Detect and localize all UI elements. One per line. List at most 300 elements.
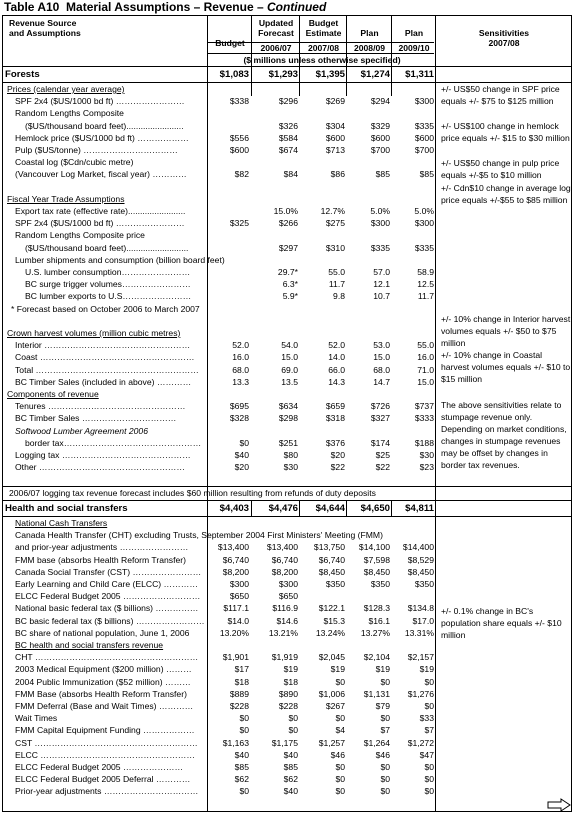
forests-row-label: BC Timber Sales …………………………… — [15, 413, 177, 424]
health-row-value: $0 — [239, 725, 249, 736]
continued-label: Continued — [266, 0, 327, 14]
header-rule — [208, 42, 434, 43]
forests-row-value: 9.8 — [333, 291, 345, 302]
forests-row-value: $297 — [278, 242, 298, 253]
health-row-value: $1,264 — [363, 737, 390, 748]
forests-row-label: (Vancouver Log Market, fiscal year) ………… — [15, 169, 187, 180]
health-row-value: $350 — [370, 579, 390, 589]
health-row-value: $0 — [288, 725, 298, 736]
forests-row-value: $338 — [229, 96, 249, 107]
header-updated-forecast: Updated Forecast — [258, 18, 294, 38]
forests-row-value: $22 — [375, 462, 390, 473]
forests-row-label: Components of revenue — [7, 389, 99, 399]
forests-row-value: 14.0 — [328, 352, 345, 363]
forests-row-label: BC lumber exports to U.S…………………… — [25, 291, 192, 302]
forests-row-value: $275 — [325, 218, 345, 229]
forests-row-value: $600 — [414, 132, 434, 143]
sensitivity-hemlock: +/- US$100 change in hemlock price equals +/- $15 to $30 million — [441, 121, 570, 143]
health-row — [3, 700, 571, 712]
forests-row-value: $269 — [325, 96, 345, 107]
forests-row-value: 58.9 — [417, 267, 434, 277]
forests-row-value: $700 — [414, 145, 434, 155]
forests-row-label: Logging tax ……………………………………… — [15, 450, 191, 460]
forests-row-label: BC surge trigger volumes…………………… — [25, 279, 191, 290]
health-row-value: $0 — [424, 676, 434, 687]
forests-row-value: $333 — [414, 413, 434, 424]
forests-row-value: 15.0 — [417, 376, 434, 387]
health-row — [3, 724, 571, 736]
health-row-label: ELCC ……………………………………………… — [15, 749, 195, 760]
health-row-value: $1,272 — [407, 737, 434, 748]
health-row-value: $40 — [234, 749, 249, 760]
health-row-label: Early Learning and Child Care (ELCC) ………… — [15, 579, 198, 589]
health-row-label: Wait Times — [15, 713, 58, 724]
health-row-value: $62 — [234, 774, 249, 785]
health-row — [3, 566, 571, 578]
forests-row-value: $22 — [330, 462, 345, 473]
forests-row-label: SPF 2x4 ($US/1000 bd ft) …………………… — [15, 218, 185, 229]
health-row — [3, 541, 571, 553]
health-row-value: $116.9 — [272, 603, 298, 614]
health-row-value: $17.0 — [412, 615, 434, 626]
health-row-label: and prior-year adjustments …………………… — [15, 542, 189, 553]
forests-row-value: $318 — [325, 413, 345, 424]
forests-row-label: BC Timber Sales (included in above) ………… — [15, 376, 192, 387]
health-row-label: Prior-year adjustments …………………………… — [15, 786, 199, 797]
health-row-value: $4 — [335, 725, 345, 736]
forests-row — [3, 278, 571, 290]
health-row-value: $85 — [234, 762, 249, 772]
forests-row-value: $726 — [370, 401, 390, 412]
forests-row-label: Total ………………………………………………… — [15, 364, 199, 375]
header-year: 2008/09 — [353, 43, 386, 53]
header-year: 2007/08 — [307, 43, 340, 53]
forests-row — [3, 229, 571, 241]
health-row-label: 2003 Medical Equipment ($200 million) ……… — [15, 664, 192, 675]
table-title — [4, 0, 326, 14]
health-row-value: $40 — [283, 786, 298, 797]
health-row-value: $0 — [380, 762, 390, 772]
forests-row — [3, 473, 571, 485]
health-row-value: $19 — [283, 664, 298, 675]
header-rule — [208, 53, 434, 54]
forests-row-value: 16.0 — [232, 352, 249, 363]
forests-row-value: 14.7 — [373, 376, 390, 387]
logging-tax-note: 2006/07 logging tax revenue forecast includes $60 million resulting from refunds of duty deposits — [9, 488, 376, 498]
header-plan-1: Plan — [360, 28, 379, 38]
health-row-value: $62 — [283, 774, 298, 785]
health-row-value: 13.24% — [315, 627, 345, 638]
health-row-value: $85 — [283, 762, 298, 772]
forests-row-label: Tenures ………………………………………… — [15, 401, 186, 412]
health-row-value: $7 — [424, 725, 434, 736]
health-row-value: 13.21% — [268, 627, 298, 638]
forests-row-value: $20 — [330, 450, 345, 460]
forests-row-label: U.S. lumber consumption…………………… — [25, 267, 191, 277]
health-row-value: $650 — [229, 591, 249, 602]
forests-row-value: $325 — [229, 218, 249, 229]
health-row-label: ELCC Federal Budget 2005 Deferral ………… — [15, 774, 191, 785]
health-row-value: $0 — [335, 762, 345, 772]
sensitivity-log: +/- Cdn$10 change in average log price equals +/-$55 to $85 million — [441, 183, 571, 205]
health-row-value: $0 — [239, 713, 249, 724]
forests-row-label: ($US/thousand board feet).......................... — [25, 242, 189, 253]
forests-row-value: $30 — [419, 450, 434, 460]
health-row-value: $8,450 — [407, 566, 434, 577]
health-row-value: $0 — [335, 676, 345, 687]
forests-row — [3, 290, 571, 302]
health-row-value: $267 — [325, 701, 345, 711]
forests-row-value: 5.9* — [282, 291, 298, 302]
section-rule — [3, 500, 571, 501]
health-row-value: $79 — [375, 701, 390, 711]
health-row-value: $15.3 — [323, 615, 345, 626]
forests-row-value: 5.0% — [414, 206, 434, 216]
health-row-value: $0 — [335, 713, 345, 724]
health-row-value: $1,276 — [407, 688, 434, 699]
forests-row-value: $84 — [283, 169, 298, 180]
forests-row-value: 66.0 — [328, 364, 345, 375]
header-budget: Budget — [215, 38, 245, 48]
forests-row-value: 55.0 — [328, 267, 345, 277]
forests-row-value: 15.0% — [273, 206, 298, 216]
health-row — [3, 773, 571, 785]
forests-row-value: $584 — [278, 132, 298, 143]
health-row-label: FMM Base (absorbs Health Reform Transfer) — [15, 688, 187, 699]
health-row-value: $1,919 — [271, 652, 298, 663]
health-row-value: $13,750 — [313, 542, 345, 553]
health-row-value: $300 — [278, 579, 298, 589]
forests-row-value: $251 — [278, 437, 298, 448]
health-row-value: $0 — [380, 676, 390, 687]
health-row-value: $650 — [278, 591, 298, 602]
forests-row-label: Coast ……………………………………………… — [15, 352, 195, 363]
forests-row-value: $85 — [419, 169, 434, 180]
forests-row-value: 55.0 — [417, 340, 434, 351]
health-row-value: $117.1 — [223, 603, 249, 614]
health-row-label: BC share of national population, June 1, 2006 — [15, 627, 190, 638]
forests-row — [3, 144, 571, 156]
health-row-value: 13.27% — [360, 627, 390, 638]
forests-row-value: $304 — [325, 120, 345, 131]
health-row — [3, 785, 571, 797]
forests-row-label: Random Lengths Composite — [15, 108, 124, 119]
health-label: Health and social transfers — [5, 503, 128, 514]
health-row-value: $46 — [330, 749, 345, 760]
forests-row-value: $335 — [414, 242, 434, 253]
health-row-label: National Cash Transfers — [15, 518, 108, 528]
sensitivity-stumpage-note: The above sensitivities relate to stumpage revenue only. Depending on market conditions, changes in stumpage revenues may be offset by changes in border tax revenues. — [441, 400, 567, 470]
health-row-value: $8,450 — [318, 566, 345, 577]
forests-row-value: $0 — [239, 437, 249, 448]
forests-row-label: Crown harvest volumes (million cubic metres) — [7, 328, 181, 338]
forests-row-label: Lumber shipments and consumption (billion board feet) — [15, 254, 225, 265]
health-row — [3, 761, 571, 773]
health-row-value: $7,598 — [363, 554, 390, 565]
forests-row-value: 68.0 — [373, 364, 390, 375]
health-row-value: $350 — [414, 579, 434, 589]
forests-row-value: 57.0 — [373, 267, 390, 277]
assumptions-table — [2, 15, 572, 812]
health-row-value: $350 — [325, 579, 345, 589]
forests-row-value: $327 — [370, 413, 390, 424]
health-row-value: $0 — [335, 774, 345, 785]
sensitivity-coast: +/- 10% change in Coastal harvest volumes equals +/- $10 to $15 million — [441, 350, 571, 384]
health-row-value: $0 — [239, 786, 249, 797]
health-row — [3, 737, 571, 749]
health-row-label: FMM Capital Equipment Funding ……………… — [15, 725, 195, 736]
forests-row-value: $82 — [234, 169, 249, 180]
forests-row-value: 68.0 — [232, 364, 249, 375]
health-row-value: $19 — [330, 664, 345, 675]
health-row-value: $228 — [229, 701, 249, 711]
header-plan-2: Plan — [404, 28, 424, 38]
forests-row-value: $296 — [278, 96, 298, 107]
health-row-value: $7 — [380, 725, 390, 736]
forests-row-value: 16.0 — [417, 352, 434, 363]
health-row — [3, 590, 571, 602]
forests-row-value: $600 — [229, 145, 249, 155]
health-row — [3, 529, 571, 541]
health-row — [3, 651, 571, 663]
forests-row-value: $266 — [278, 218, 298, 229]
sensitivity-spf: +/- US$50 change in SPF price equals +/- $75 to $125 million — [441, 84, 560, 106]
forests-row-label: Fiscal Year Trade Assumptions — [7, 193, 125, 204]
forests-row-value: $188 — [414, 437, 434, 448]
health-row — [3, 676, 571, 688]
health-row-value: $1,006 — [318, 688, 345, 699]
forests-row-value: $634 — [278, 401, 298, 412]
forests-row-label: Hemlock price ($US/1000 bd ft) ……………… — [15, 132, 189, 143]
health-row-value: $17 — [234, 664, 249, 675]
forests-row-value: $25 — [375, 450, 390, 460]
health-row — [3, 688, 571, 700]
forests-row-label: Random Lengths Composite price — [15, 230, 145, 241]
health-row-value: $1,175 — [271, 737, 298, 748]
forests-row-label: Other …………………………………………… — [15, 462, 185, 473]
health-row-value: $14.6 — [276, 615, 298, 626]
forests-row-value: $310 — [325, 242, 345, 253]
forests-row-value: 15.0 — [373, 352, 390, 363]
health-section-row: Health and social transfers $4,403 $4,476 $4,644 $4,650 $4,811 — [5, 503, 434, 514]
forests-row-value: $335 — [370, 242, 390, 253]
forests-row-label: Prices (calendar year average) — [7, 84, 125, 94]
forests-row-value: 54.0 — [281, 340, 298, 351]
forests-row-value: $376 — [325, 437, 345, 448]
forests-row-value: 13.3 — [232, 376, 249, 387]
health-row-value: $122.1 — [318, 603, 345, 614]
forests-row-value: $80 — [283, 450, 298, 460]
forests-row-value: $737 — [414, 401, 434, 412]
health-row-label: BC health and social transfers revenue — [15, 640, 164, 650]
forests-row-value: $298 — [278, 413, 298, 424]
health-row-value: $228 — [278, 701, 298, 711]
forests-label: Forests — [5, 69, 40, 80]
forests-row-value: $300 — [370, 218, 390, 229]
health-row — [3, 517, 571, 529]
forests-row-value: 11.7 — [328, 279, 345, 290]
forests-row-label: * Forecast based on October 2006 to March 2007 — [11, 303, 200, 314]
forests-row-value: $674 — [278, 145, 298, 155]
health-row-value: $0 — [424, 701, 434, 711]
forests-row-value: $300 — [414, 218, 434, 229]
forests-row-value: $329 — [370, 120, 390, 131]
health-row — [3, 712, 571, 724]
forests-row — [3, 205, 571, 217]
forests-row-value: $40 — [234, 450, 249, 460]
health-row-value: $1,131 — [363, 688, 390, 699]
health-row-value: $8,200 — [222, 566, 249, 577]
forests-row-value: 14.3 — [328, 376, 345, 387]
header-year: 2009/10 — [398, 43, 430, 53]
forests-row-label: Coastal log ($Cdn/cubic metre) — [15, 157, 134, 168]
sensitivity-population: +/- 0.1% change in BC's population share equals +/- $10 million — [441, 606, 562, 640]
health-row-value: $0 — [380, 786, 390, 797]
health-row-value: 13.31% — [404, 627, 434, 638]
sensitivity-pulp: +/- US$50 change in pulp price equals +/-$5 to $10 million — [441, 158, 560, 180]
health-row — [3, 749, 571, 761]
health-row-value: $6,740 — [271, 554, 298, 565]
health-row-value: $2,157 — [407, 652, 434, 663]
health-row-value: $0 — [380, 713, 390, 724]
forests-row-value: $85 — [375, 169, 390, 180]
forests-row — [3, 242, 571, 254]
forests-row-value: 52.0 — [328, 340, 345, 351]
forests-row-value: 12.5 — [417, 279, 434, 290]
health-row-value: $33 — [419, 713, 434, 724]
forests-row-value: $23 — [419, 462, 434, 473]
health-row-value: $300 — [229, 579, 249, 589]
forests-row-value: $300 — [414, 96, 434, 107]
forests-row-value: $695 — [229, 401, 249, 412]
health-row-value: $13,400 — [217, 542, 249, 553]
forests-row-label: Softwood Lumber Agreement 2006 — [15, 425, 148, 436]
forests-row-value: 12.7% — [320, 206, 345, 216]
forests-row-value: 69.0 — [281, 364, 298, 375]
health-row-label: Canada Health Transfer (CHT) excluding Trusts, September 2004 First Ministers' Meeting (FMM) — [15, 530, 383, 541]
health-row-label: Canada Social Transfer (CST) …………………… — [15, 566, 202, 577]
health-row-value: $2,104 — [363, 652, 390, 663]
forests-row-value: $326 — [278, 120, 298, 131]
forests-row-value: 71.0 — [417, 364, 434, 375]
forests-row-value: $20 — [234, 462, 249, 473]
forests-row-value: $659 — [325, 401, 345, 412]
forests-section-row: Forests $1,083 $1,293 $1,395 $1,274 $1,311 — [5, 69, 434, 80]
forests-row — [3, 107, 571, 119]
forests-row-value: 5.0% — [370, 206, 390, 216]
health-row-value: $18 — [234, 676, 249, 687]
forests-row-value: 13.5 — [281, 376, 298, 387]
health-row-value: $18 — [283, 676, 298, 687]
forests-row-value: $86 — [330, 169, 345, 180]
health-row-value: $46 — [375, 749, 390, 760]
health-row-value: $1,257 — [318, 737, 345, 748]
forests-row-label: ($US/thousand board feet)........................ — [25, 120, 184, 131]
health-row-value: $0 — [424, 786, 434, 797]
health-row-label: CHT ………………………………………………… — [15, 652, 199, 663]
forests-row-value: $335 — [414, 120, 434, 131]
health-row-value: $1,901 — [222, 652, 249, 663]
table-number: Table A10 — [4, 0, 60, 14]
forests-row-value: $600 — [325, 132, 345, 143]
health-row-value: $14,100 — [358, 542, 390, 553]
health-row — [3, 554, 571, 566]
health-row-label: 2004 Public Immunization ($52 million) ……… — [15, 676, 191, 687]
health-row-label: National basic federal tax ($ billions) …………… — [15, 603, 199, 614]
health-row-value: $0 — [335, 786, 345, 797]
forests-row-value: $174 — [370, 437, 390, 448]
health-row-value: $0 — [380, 774, 390, 785]
health-row-value: $40 — [283, 749, 298, 760]
health-row-label: ELCC Federal Budget 2005 ………………… — [15, 762, 184, 772]
health-row-label: CST ………………………………………………… — [15, 737, 198, 748]
forests-row-value: $556 — [229, 132, 249, 143]
header-budget-estimate: Budget Estimate — [305, 18, 342, 38]
forests-row-value: $713 — [325, 145, 345, 155]
health-row-value: $19 — [375, 664, 390, 675]
health-row-value: $0 — [424, 762, 434, 772]
forests-row — [3, 254, 571, 266]
health-row-label: FMM Deferral (Base and Wait Times) ………… — [15, 701, 194, 711]
health-row — [3, 663, 571, 675]
forests-row-label: Pulp ($US/tonne) …………………………… — [15, 145, 178, 155]
forests-row — [3, 217, 571, 229]
health-row — [3, 578, 571, 590]
units-note: ($ millions unless otherwise specified) — [243, 55, 401, 65]
forests-row-value: 11.7 — [417, 291, 434, 302]
health-row-value: $6,740 — [318, 554, 345, 565]
health-row-value: $8,200 — [271, 566, 298, 577]
health-row-label: ELCC Federal Budget 2005 ……………………… — [15, 591, 201, 602]
forests-row-label: SPF 2x4 ($US/1000 bd ft) …………………… — [15, 96, 185, 107]
forests-row-label: Export tax rate (effective rate)........................ — [15, 206, 186, 216]
health-row-value: $47 — [419, 749, 434, 760]
forests-row-value: 52.0 — [232, 340, 249, 351]
health-row-value: $8,529 — [407, 554, 434, 565]
forests-row-value: 29.7* — [277, 267, 298, 277]
health-row-value: $889 — [229, 688, 249, 699]
health-row-value: $0 — [424, 774, 434, 785]
health-row-value: $14,400 — [402, 542, 434, 553]
forests-row-label: border tax………………………………………… — [25, 437, 202, 448]
health-row-value: 13.20% — [219, 627, 249, 638]
health-row-value: $2,045 — [318, 652, 345, 663]
forests-row-label: Interior …………………………………………… — [15, 340, 191, 351]
forests-row-value: 15.0 — [281, 352, 298, 363]
health-row-label: BC basic federal tax ($ billions) …………………… — [15, 615, 205, 626]
forests-row-value: 12.1 — [373, 279, 390, 290]
forests-row-value: 10.7 — [373, 291, 390, 302]
health-row-value: $0 — [288, 713, 298, 724]
header-sensitivities: Sensitivities 2007/08 — [478, 28, 530, 48]
header-source: Revenue Source and Assumptions — [9, 18, 81, 38]
health-row-value: $19 — [419, 664, 434, 675]
health-row-value: $16.1 — [368, 615, 390, 626]
health-row-label: FMM base (absorbs Health Reform Transfer) — [15, 554, 186, 565]
right-arrow-icon[interactable] — [547, 798, 571, 812]
health-row-value: $13,400 — [266, 542, 298, 553]
sensitivity-interior: +/- 10% change in Interior harvest volumes equals +/- $50 to $75 million — [441, 314, 571, 348]
health-row-value: $14.0 — [227, 615, 249, 626]
health-row-value: $134.8 — [407, 603, 434, 614]
health-row-value: $1,163 — [222, 737, 249, 748]
header-bottom-rule — [3, 66, 571, 67]
forests-row-value: $328 — [229, 413, 249, 424]
health-row-value: $6,740 — [222, 554, 249, 565]
table-name: Material Assumptions – Revenue – — [66, 0, 267, 14]
forests-row-value: $700 — [370, 145, 390, 155]
health-row-value: $890 — [278, 688, 298, 699]
